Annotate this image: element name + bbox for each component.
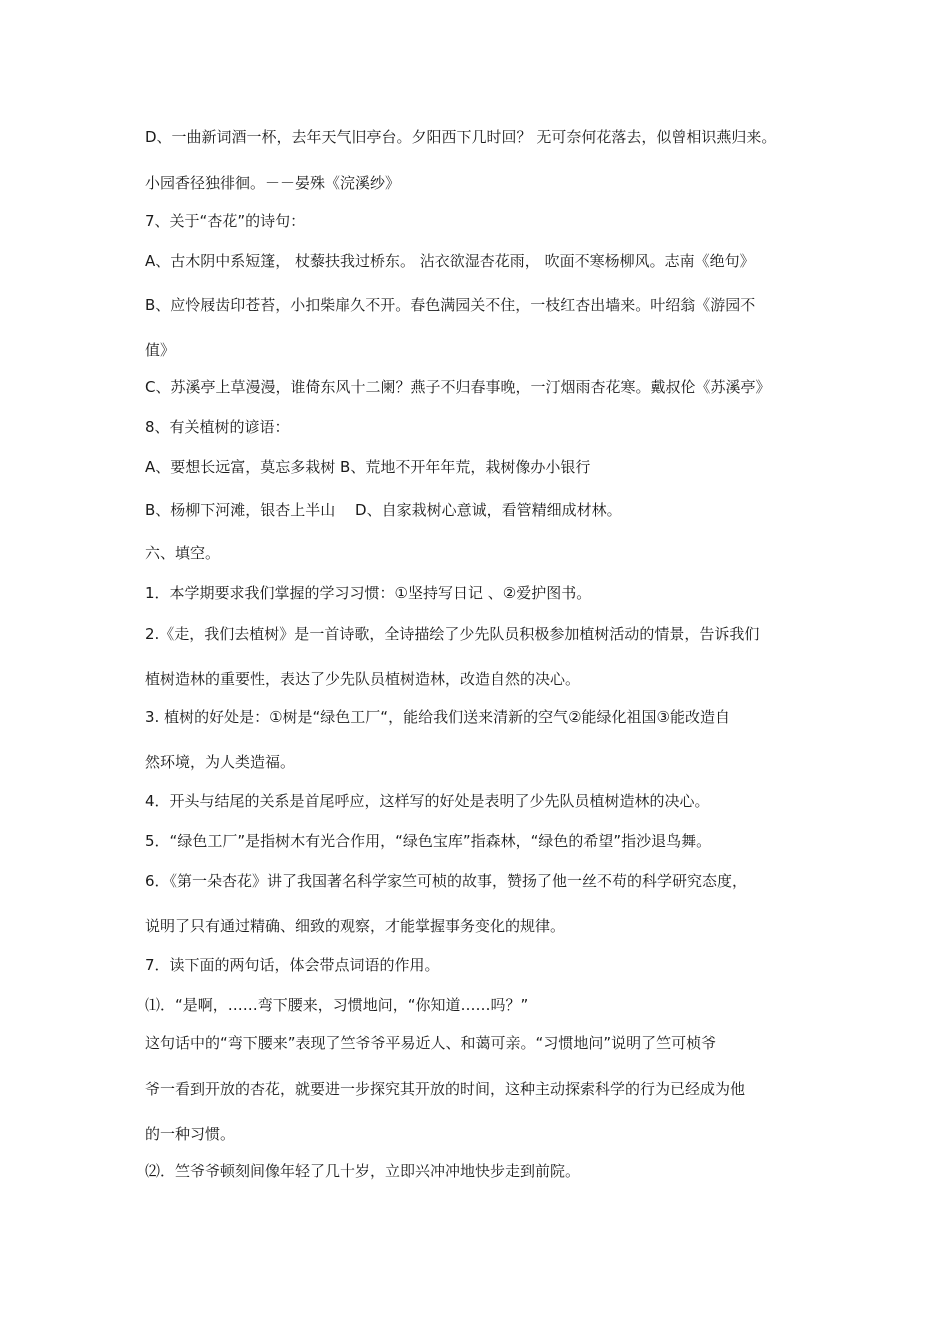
text-line: D、一曲新词酒一杯，去年天气旧亭台。夕阳西下几时回？ 无可奈何花落去，似曾相识燕归来。 [145,128,777,146]
text-line: 1．本学期要求我们掌握的学习习惯：①坚持写日记 、②爱护图书。 [145,584,592,602]
text-line: 说明了只有通过精确、细致的观察，才能掌握事务变化的规律。 [145,917,566,935]
text-line: ⑵．竺爷爷顿刻间像年轻了几十岁，立即兴冲冲地快步走到前院。 [145,1162,581,1180]
text-line: 然环境，为人类造福。 [145,753,296,771]
text-line: 植树造林的重要性，表达了少先队员植树造林，改造自然的决心。 [145,670,581,688]
text-line: B、杨柳下河滩，银杏上半山 D、自家栽树心意诚，看管精细成材林。 [145,501,622,519]
text-line: 7．读下面的两句话，体会带点词语的作用。 [145,956,440,974]
text-line: 2.《走，我们去植树》是一首诗歌，全诗描绘了少先队员积极参加植树活动的情景，告诉我们 [145,625,760,643]
text-line: A、古木阴中系短篷， 杖藜扶我过桥东。 沾衣欲湿杏花雨， 吹面不寒杨柳风。志南《绝句》 [145,252,755,270]
text-line: 8、有关植树的谚语： [145,418,290,436]
text-line: 爷一看到开放的杏花，就要进一步探究其开放的时间，这种主动探索科学的行为已经成为他 [145,1080,746,1098]
text-line: 六、填空。 [145,544,221,562]
text-line: C、苏溪亭上草漫漫，谁倚东风十二阑？燕子不归春事晚，一汀烟雨杏花寒。戴叔伦《苏溪亭》 [145,378,771,396]
text-line: ⑴．“是啊，……弯下腰来，习惯地问，“你知道……吗？” [145,996,529,1014]
text-line: 3. 植树的好处是：①树是“绿色工厂“，能给我们送来清新的空气②能绿化祖国③能改造自 [145,708,730,726]
text-line: A、要想长远富，莫忘多栽树 B、荒地不开年年荒，栽树像办小银行 [145,458,591,476]
text-line: 5．“绿色工厂”是指树木有光合作用，“绿色宝库”指森林，“绿色的希望”指沙退鸟舞。 [145,832,712,850]
text-line: 值》 [145,341,176,359]
text-line: 4．开头与结尾的关系是首尾呼应，这样写的好处是表明了少先队员植树造林的决心。 [145,792,710,810]
text-line: 6．《第一朵杏花》讲了我国著名科学家竺可桢的故事，赞扬了他一丝不苟的科学研究态度， [145,872,748,890]
text-line: B、应怜屐齿印苍苔，小扣柴扉久不开。春色满园关不住，一枝红杏出墙来。叶绍翁《游园不 [145,296,756,314]
text-line: 小园香径独徘徊。－－晏殊《浣溪纱》 [145,174,401,192]
text-line: 这句话中的“弯下腰来”表现了竺爷爷平易近人、和蔼可亲。“习惯地问”说明了竺可桢爷 [145,1034,717,1052]
text-line: 的一种习惯。 [145,1125,236,1143]
text-line: 7、关于“杏花”的诗句： [145,212,306,230]
